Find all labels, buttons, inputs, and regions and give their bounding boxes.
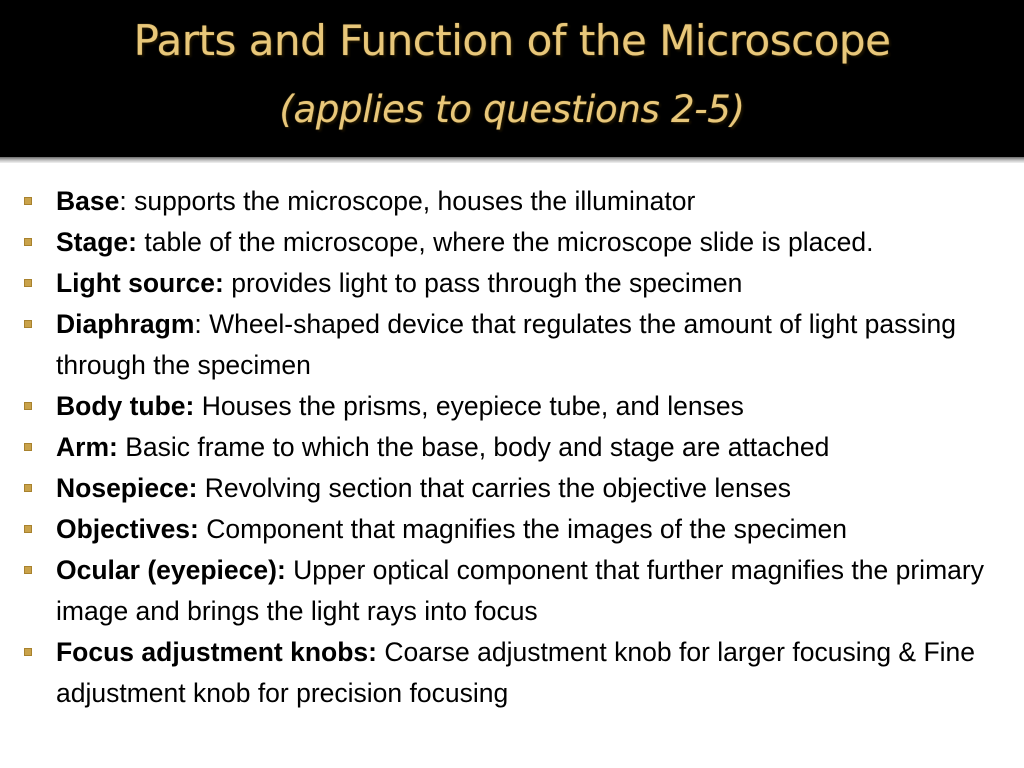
bullet-description: provides light to pass through the specimen [223,268,743,298]
bullet-description: Houses the prisms, eyepiece tube, and lenses [194,391,744,421]
square-bullet-icon [24,402,32,410]
slide-subtitle: (applies to questions 2-5) [279,88,745,131]
bullet-description: Basic frame to which the base, body and stage are attached [117,432,830,462]
slide-title: Parts and Function of the Microscope [133,16,891,65]
bullet-item [0,427,1012,468]
bullet-item [0,263,1012,304]
square-bullet-icon [24,238,32,246]
bullet-term: Base [56,186,120,216]
bullet-description: Upper optical component that further magnifies the primary image and brings the light rays into focus [56,555,984,626]
bullet-description: table of the microscope, where the microscope slide is placed. [137,227,874,257]
square-bullet-icon [24,197,32,205]
bullet-item [0,304,1012,386]
square-bullet-icon [24,484,32,492]
bullet-description: Revolving section that carries the objective lenses [197,473,792,503]
square-bullet-icon [24,525,32,533]
bullet-term: Body tube: [56,391,195,421]
bullet-item [0,509,1012,550]
square-bullet-icon [24,648,32,656]
content-area [0,163,1024,768]
bullet-term: Nosepiece: [56,473,198,503]
bullet-item [0,632,1012,714]
title-band [0,0,1024,157]
bullet-term: Light source: [56,268,224,298]
bullet-description: : Wheel-shaped device that regulates the amount of light passing through the specimen [56,309,957,380]
bullet-item [0,386,1012,427]
square-bullet-icon [24,279,32,287]
bullet-term: Diaphragm [56,309,195,339]
bullet-item [0,222,1012,263]
square-bullet-icon [24,443,32,451]
bullet-term: Arm: [56,432,118,462]
bullet-term: Ocular (eyepiece): [56,555,286,585]
square-bullet-icon [24,566,32,574]
bullet-description: : supports the microscope, houses the illuminator [119,186,696,216]
bullet-list [0,163,1024,714]
bullet-term: Focus adjustment knobs: [56,637,377,667]
bullet-item [0,550,1012,632]
bullet-description: Component that magnifies the images of the specimen [198,514,848,544]
bullet-description: Coarse adjustment knob for larger focusing & Fine adjustment knob for precision focusing [56,637,976,708]
square-bullet-icon [24,320,32,328]
bullet-item [0,181,1012,222]
bullet-item [0,468,1012,509]
bullet-term: Objectives: [56,514,199,544]
bullet-term: Stage: [56,227,137,257]
